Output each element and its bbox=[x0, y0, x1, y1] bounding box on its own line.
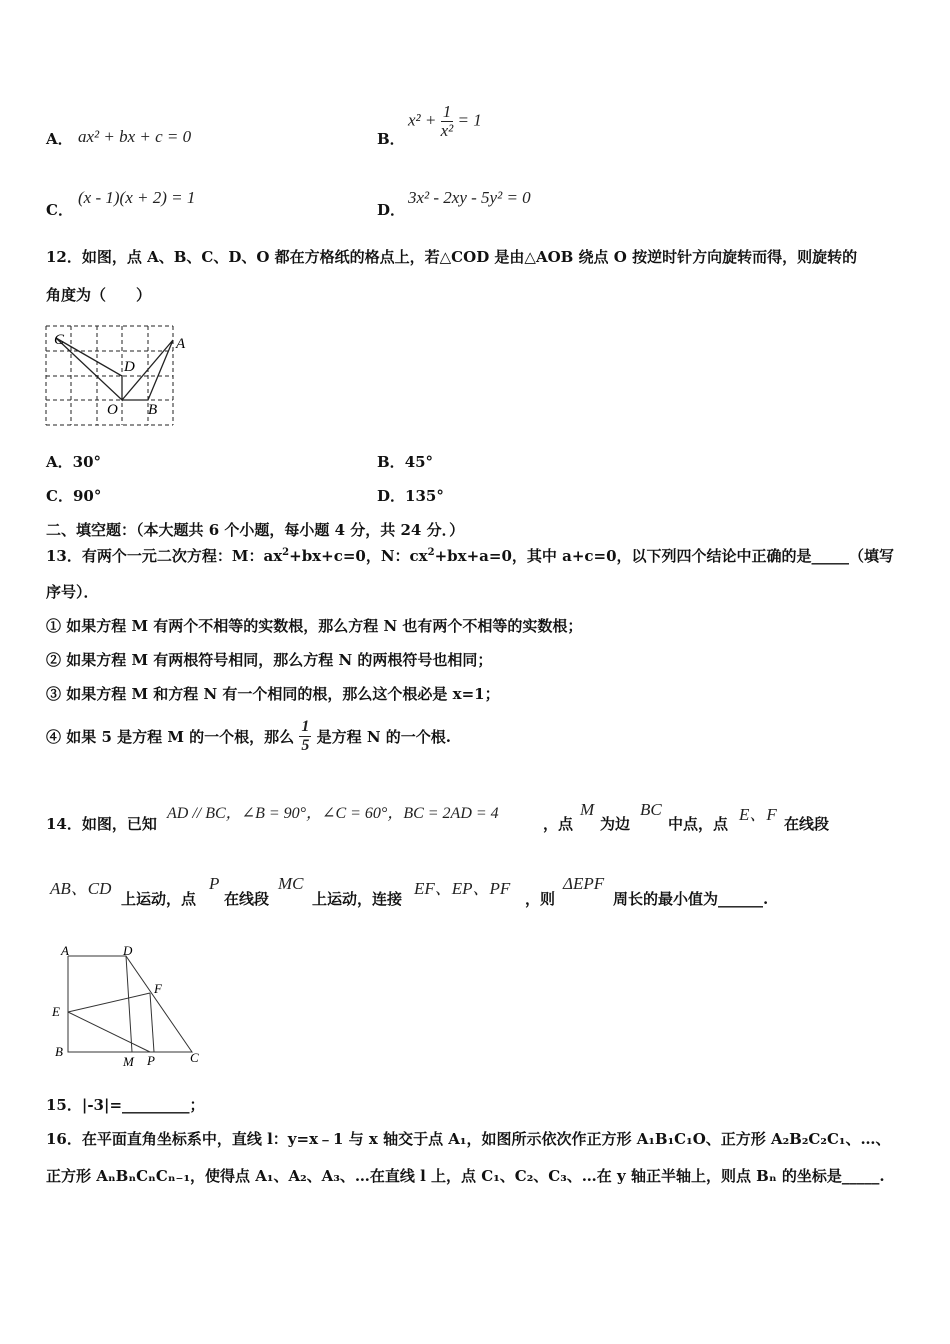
q14-math-4: E、F bbox=[739, 805, 777, 824]
q12-triangles bbox=[56, 338, 173, 400]
q16-stem-line2: 正方形 AₙBₙCₙCₙ₋₁，使得点 A₁、A₂、A₃、…在直线 l 上，点 C₁、C₂、C₃、…在 y 轴正半轴上，则点 Bₙ 的坐标是_____. bbox=[46, 1167, 885, 1185]
q11-option-b-fraction bbox=[441, 103, 454, 140]
q13-item-3: ③ 如果方程 M 和方程 N 有一个相同的根，那么这个根必是 x=1； bbox=[46, 685, 500, 703]
q12-stem-line2: 角度为（ ） bbox=[46, 286, 152, 304]
q14-label-b: B bbox=[55, 1044, 63, 1059]
q14-label-m: M bbox=[123, 1054, 134, 1068]
q14-text-5: 在线段 bbox=[784, 815, 830, 833]
q14-label-d: D bbox=[123, 943, 133, 958]
q14-math-2: M bbox=[580, 800, 595, 819]
q14-text-2: ，点 bbox=[543, 815, 574, 833]
q16-stem-line1: 16．在平面直角坐标系中，直线 l：y=x﹣1 与 x 轴交于点 A₁，如图所示依次作正方形 A₁B₁C₁O、正方形 A₂B₂C₂C₁、…、 bbox=[46, 1130, 891, 1148]
q14-text-3: 为边 bbox=[600, 815, 631, 833]
q13-stem-line2: 序号）． bbox=[46, 583, 99, 601]
q14-figure-lines bbox=[68, 956, 192, 1052]
q11-option-b-numerator: 1 bbox=[441, 103, 454, 122]
q12-option-b bbox=[377, 451, 433, 472]
q14-label-e: E bbox=[52, 1004, 60, 1019]
q14-text-9: ，则 bbox=[525, 890, 556, 908]
q11-option-c-label: C． bbox=[46, 201, 73, 219]
q12-option-c-value: 90° bbox=[72, 487, 102, 505]
q12-option-a-label: A． bbox=[46, 453, 73, 471]
q14-text-1: 14．如图，已知 bbox=[46, 815, 157, 833]
q14-text-4: 中点，点 bbox=[668, 815, 729, 833]
q13-item-2: ② 如果方程 M 有两根符号相同，那么方程 N 的两根符号也相同； bbox=[46, 651, 493, 669]
q12-label-d: D bbox=[124, 359, 135, 375]
q13-sup-1: 2 bbox=[282, 547, 290, 558]
q14-math-9: ΔEPF bbox=[563, 874, 605, 893]
q11-option-d-formula: 3x² - 2xy - 5y² = 0 bbox=[408, 188, 531, 207]
q14-math-7: MC bbox=[278, 874, 304, 893]
q13-stem-part3: +bx+a=0，其中 a+c=0，以下列四个结论中正确的是_____（填写 bbox=[434, 547, 895, 565]
q13-stem-part2: +bx+c=0，N：cx bbox=[289, 547, 428, 565]
q11-option-d-label: D． bbox=[377, 201, 406, 219]
q14-text-6: 上运动，点 bbox=[121, 890, 197, 908]
q12-label-a: A bbox=[176, 336, 186, 352]
q12-option-c bbox=[46, 485, 101, 506]
q14-text-7: 在线段 bbox=[224, 890, 270, 908]
q12-option-a-value: 30° bbox=[72, 453, 102, 471]
q11-option-c-formula: (x - 1)(x + 2) = 1 bbox=[78, 188, 196, 207]
q12-option-b-value: 45° bbox=[404, 453, 434, 471]
q14-trapezoid-figure bbox=[44, 938, 214, 1068]
q14-label-c: C bbox=[190, 1050, 199, 1065]
q14-text-10: 周长的最小值为______. bbox=[613, 890, 769, 908]
q14-text-8: 上运动，连接 bbox=[312, 890, 403, 908]
q13-stem-line1 bbox=[46, 545, 894, 566]
q12-option-d-label: D． bbox=[377, 487, 406, 505]
q12-label-c: C bbox=[54, 332, 65, 348]
q11-option-a-formula: ax² + bx + c = 0 bbox=[78, 127, 192, 146]
q14-label-f: F bbox=[154, 981, 162, 996]
q13-item-4-denominator: 5 bbox=[301, 737, 310, 754]
q13-stem-part1: 13．有两个一元二次方程：M：ax bbox=[46, 547, 283, 565]
q13-sup-2: 2 bbox=[427, 547, 435, 558]
q12-option-d bbox=[377, 485, 444, 506]
q12-label-b: B bbox=[148, 402, 158, 418]
q14-math-3: BC bbox=[640, 800, 662, 819]
q11-option-b-label: B． bbox=[377, 130, 405, 148]
q13-item-4 bbox=[46, 718, 451, 755]
q12-option-d-value: 135° bbox=[405, 487, 444, 505]
q15-stem: 15．|-3|=_________； bbox=[46, 1096, 205, 1114]
q13-item-4-numerator: 1 bbox=[301, 718, 310, 735]
q12-label-o: O bbox=[107, 402, 118, 418]
section2-title: 二、填空题：（本大题共 6 个小题，每小题 4 分，共 24 分．） bbox=[46, 521, 465, 539]
q11-option-b-denominator: x² bbox=[440, 121, 454, 140]
q11-option-a-label: A． bbox=[46, 130, 73, 148]
q14-label-p: P bbox=[147, 1053, 155, 1068]
q12-option-b-label: B． bbox=[377, 453, 405, 471]
q12-stem-line1: 12．如图，点 A、B、C、D、O 都在方格纸的格点上，若△COD 是由△AOB 绕点 O 按逆时针方向旋转而得，则旋转的 bbox=[46, 248, 858, 266]
q14-label-a: A bbox=[61, 943, 69, 958]
q12-option-a bbox=[46, 451, 101, 472]
q14-math-1: AD // BC，∠B = 90°，∠C = 60°，BC = 2AD = 4 bbox=[167, 805, 499, 822]
q14-math-5: AB、CD bbox=[50, 879, 112, 898]
q14-math-6: P bbox=[209, 874, 220, 893]
q12-grid-figure bbox=[40, 320, 200, 430]
q13-item-4-part1: ④ 如果 5 是方程 M 的一个根，那么 bbox=[46, 728, 295, 746]
q11-option-b-formula bbox=[408, 103, 482, 140]
q11-option-b-rhs: = 1 bbox=[457, 110, 482, 130]
q13-item-4-fraction bbox=[299, 718, 311, 755]
q14-math-8: EF、EP、PF bbox=[414, 879, 511, 898]
q13-item-4-part2: 是方程 N 的一个根. bbox=[316, 728, 452, 746]
q12-option-c-label: C． bbox=[46, 487, 73, 505]
q13-item-1: ① 如果方程 M 有两个不相等的实数根，那么方程 N 也有两个不相等的实数根； bbox=[46, 617, 583, 635]
q11-option-b-lhs: x² + bbox=[408, 110, 437, 130]
